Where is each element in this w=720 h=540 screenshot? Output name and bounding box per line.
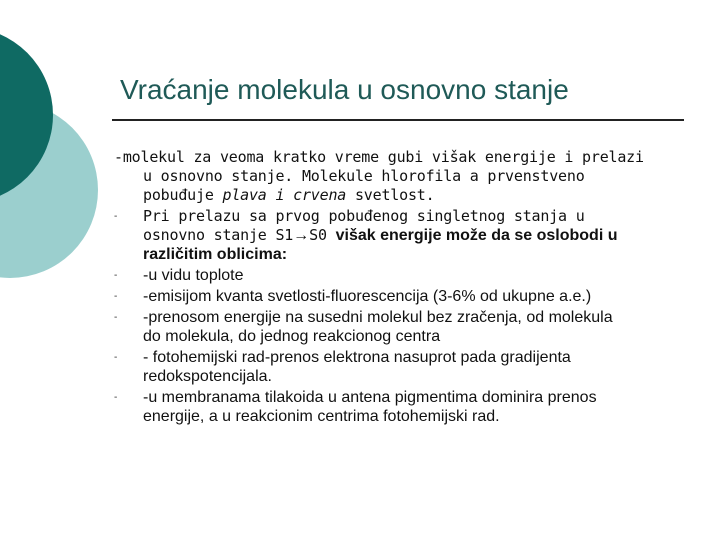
title-divider — [112, 119, 684, 121]
membrane-line-1: -u membranama tilakoida u antena pigmentima dominira prenos — [143, 389, 597, 406]
intro-paragraph — [114, 148, 694, 205]
intro-line-2: u osnovno stanje. Molekule hlorofila a prvenstveno — [143, 167, 585, 185]
intro-line-3-italic: plava i crvena — [222, 186, 347, 204]
heat-text: -u vidu toplote — [143, 267, 244, 284]
list-item-fluorescence — [114, 287, 694, 306]
transfer-line-2: do molekula, do jednog reakcionog centra — [143, 328, 441, 345]
list-item-membrane — [114, 388, 694, 426]
transition-line-3: različitim oblicima: — [143, 246, 288, 263]
slide-body — [114, 148, 694, 426]
intro-line-3 — [114, 186, 694, 205]
transition-mono-text-2: S0 — [309, 226, 336, 244]
list-item-transfer — [114, 308, 694, 346]
transition-line-2 — [143, 226, 694, 245]
transfer-line-1: -prenosom energije na susedni molekul bez zračenja, od molekula — [143, 309, 613, 326]
slide-title: Vraćanje molekula u osnovno stanje — [120, 74, 569, 105]
photochem-line-2: redokspotencijala. — [143, 368, 272, 385]
transition-mono-text: osnovno stanje S1 — [143, 226, 294, 244]
membrane-line-2: energije, a u reakcionim centrima fotohemijski rad. — [143, 408, 500, 425]
bullet-dash: - — [114, 392, 118, 403]
transition-arrow: → — [293, 227, 310, 244]
photochem-line-1: - fotohemijski rad-prenos elektrona nasuprot pada gradijenta — [143, 349, 571, 366]
bullet-dash: - — [114, 211, 118, 222]
list-item-photochem — [114, 348, 694, 386]
transition-bold-text: višak energije može da se oslobodi u — [335, 227, 618, 244]
list-item-transition — [114, 207, 694, 264]
fluorescence-text: -emisijom kvanta svetlosti-fluorescencija (3-6% od ukupne a.e.) — [143, 288, 592, 305]
bullet-dash: - — [114, 312, 118, 323]
transition-line-1: Pri prelazu sa prvog pobuđenog singletnog stanja u — [143, 207, 585, 225]
list-item-heat — [114, 266, 694, 285]
bullet-dash: - — [114, 291, 118, 302]
intro-line-1: -molekul za veoma kratko vreme gubi višak energije i prelazi — [114, 148, 644, 166]
bullet-dash: - — [114, 270, 118, 281]
intro-line-3-pre: pobuđuje — [143, 186, 223, 204]
intro-line-3-post: svetlost. — [346, 186, 435, 204]
bullet-dash: - — [114, 352, 118, 363]
